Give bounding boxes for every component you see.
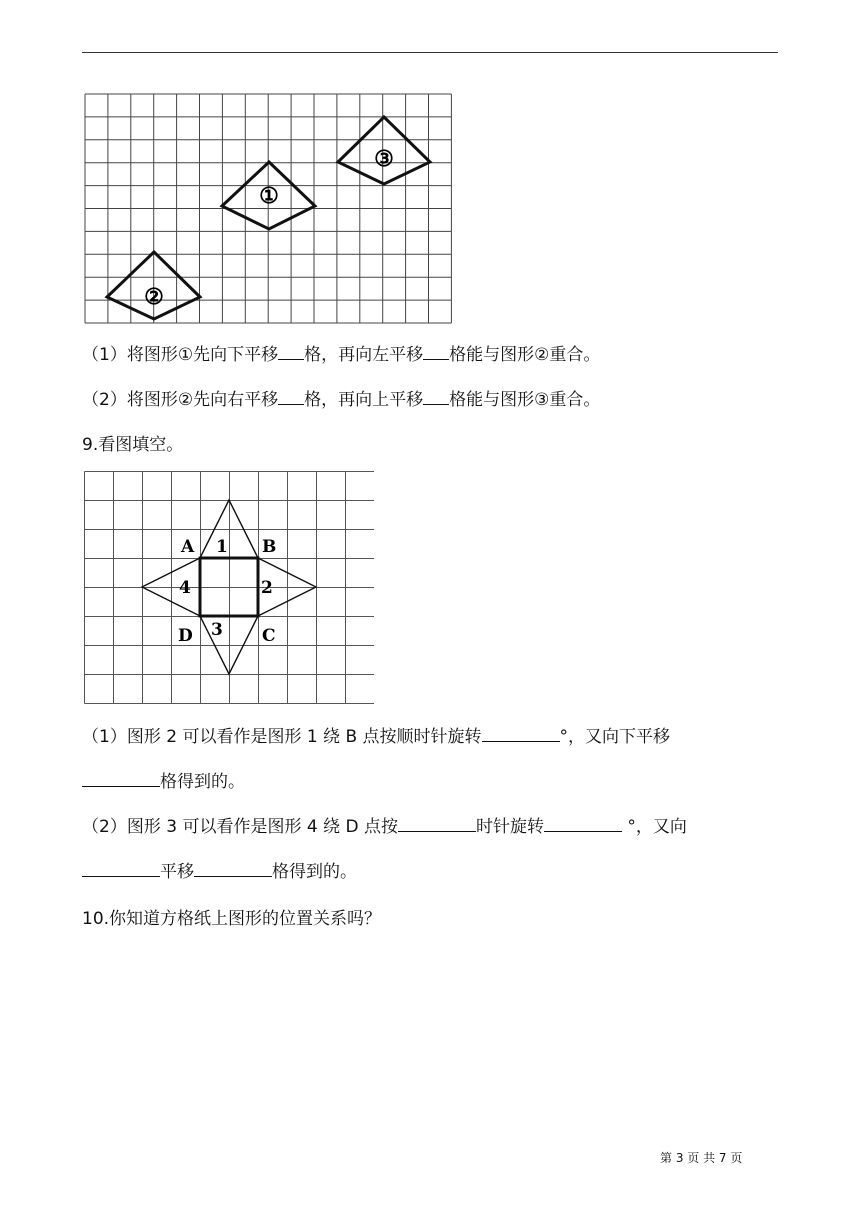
q9-part2-blank-shift-direction[interactable] — [82, 858, 160, 877]
q9-part1-line2 — [82, 768, 245, 794]
header-rule — [82, 52, 778, 53]
q8-part2-blank-up[interactable] — [423, 386, 449, 405]
q9-part1-blank-angle[interactable] — [482, 723, 560, 742]
q8-part2-prefix: （2）将图形 — [82, 390, 178, 410]
q8-part2-text2: 格，再向上平移 — [304, 390, 424, 410]
q8-part1-blank-left[interactable] — [423, 341, 449, 360]
q9-part2-blank-angle[interactable] — [544, 813, 622, 832]
q8-part2-shape-b: ③ — [534, 390, 550, 410]
q8-part1 — [82, 341, 600, 367]
q8-part2-text1: 先向右平移 — [193, 390, 279, 410]
q9-title: 9.看图填空。 — [82, 435, 184, 455]
q9-part2-blank-distance[interactable] — [194, 858, 272, 877]
q9-part2-text5: 格得到的。 — [272, 862, 357, 882]
q8-part1-prefix: （1）将图形 — [82, 345, 178, 365]
q8-part2-shape-a: ② — [177, 390, 194, 410]
q8-part2 — [82, 386, 600, 412]
shape-2-label: ② — [144, 284, 164, 310]
q8-part2-suffix: 重合。 — [549, 390, 601, 410]
q10-title: 10.你知道方格纸上图形的位置关系吗？ — [82, 909, 382, 929]
q9-part2-text1: （2）图形 3 可以看作是图形 4 绕 D 点按 — [82, 817, 398, 837]
triangle-label-3: 3 — [211, 620, 223, 640]
q8-part1-shape-b: ② — [534, 345, 550, 365]
shape-3-label: ③ — [374, 146, 394, 172]
q9-part2-text4: 平移 — [160, 862, 194, 882]
q9-part1-text1: （1）图形 2 可以看作是图形 1 绕 B 点按顺时针旋转 — [82, 727, 482, 747]
triangle-label-1: 1 — [216, 537, 228, 557]
q8-part1-blank-down[interactable] — [278, 341, 304, 360]
q9-part1-blank-distance[interactable] — [82, 768, 160, 787]
q9-part2-text2: 时针旋转 — [475, 817, 544, 837]
q9-part2-text3: °，又向 — [621, 817, 687, 837]
q8-part2-blank-right[interactable] — [278, 386, 304, 405]
q9-part2-line2 — [82, 858, 357, 884]
q8-part1-text1: 先向下平移 — [193, 345, 279, 365]
q8-part2-text3: 格能与图形 — [449, 390, 535, 410]
corner-label-a: A — [181, 537, 195, 557]
q8-part1-shape-a: ① — [177, 345, 194, 365]
triangle-label-4: 4 — [179, 578, 191, 598]
corner-label-c: C — [262, 626, 276, 646]
translation-grid-figure — [84, 90, 458, 326]
corner-label-d: D — [178, 626, 193, 646]
triangle-label-2: 2 — [261, 578, 273, 598]
rotation-grid-figure — [84, 471, 374, 704]
q8-part1-text2: 格，再向左平移 — [304, 345, 424, 365]
q9-part1-text2: °，又向下平移 — [559, 727, 671, 747]
corner-label-b: B — [262, 537, 277, 557]
shape-1-label: ① — [259, 183, 279, 209]
q8-part1-text3: 格能与图形 — [449, 345, 535, 365]
q8-part1-suffix: 重合。 — [549, 345, 601, 365]
q9-part2-line1 — [82, 813, 687, 839]
page-footer: 第 3 页 共 7 页 — [660, 1151, 743, 1165]
q9-part2-blank-direction[interactable] — [398, 813, 476, 832]
q9-part1-line1 — [82, 723, 670, 749]
q9-part1-text3: 格得到的。 — [160, 772, 245, 792]
